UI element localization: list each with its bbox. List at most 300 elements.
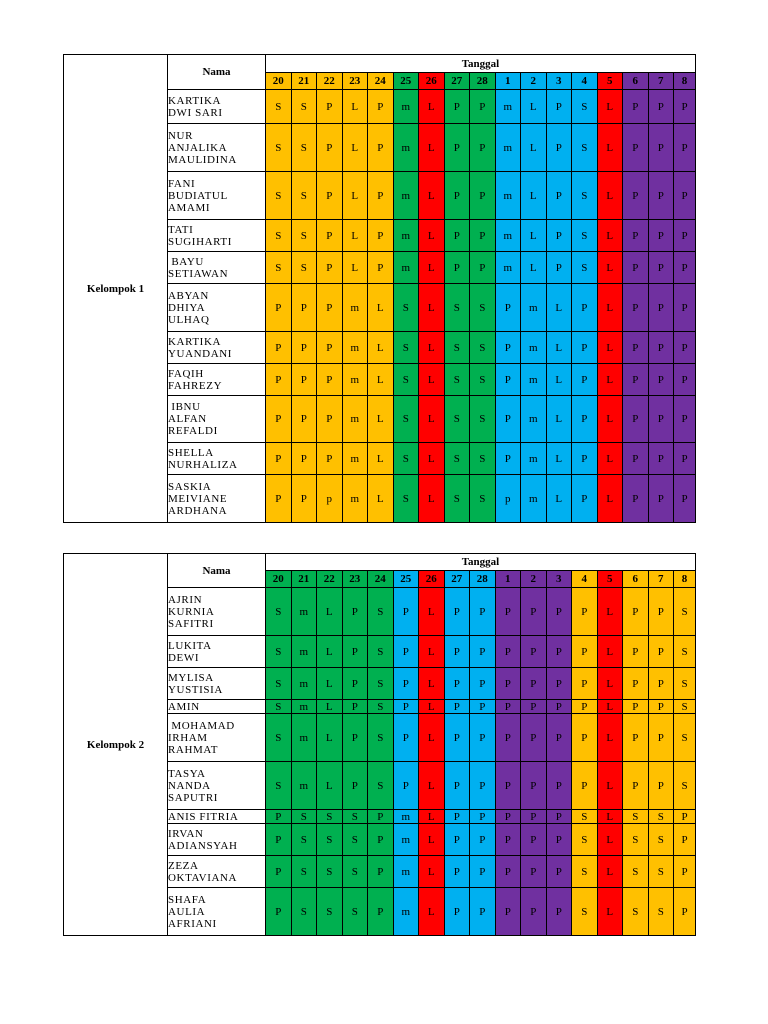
shift-code-cell: P	[648, 636, 674, 668]
shift-code-cell: P	[674, 824, 696, 856]
shift-code-cell: P	[266, 443, 292, 475]
shift-code-cell: S	[368, 714, 394, 762]
shift-code-cell: P	[674, 252, 696, 284]
shift-code-cell: P	[444, 668, 470, 700]
shift-code-cell: P	[444, 124, 470, 172]
shift-code-cell: m	[495, 252, 521, 284]
shift-code-cell: P	[317, 443, 343, 475]
shift-code-cell: L	[317, 700, 343, 714]
date-cell: 4	[572, 73, 598, 90]
shift-code-cell: P	[546, 810, 572, 824]
shift-code-cell: P	[291, 284, 317, 332]
shift-code-cell: P	[546, 714, 572, 762]
shift-code-cell: P	[572, 332, 598, 364]
group-label: Kelompok 2	[64, 554, 168, 936]
shift-code-cell: S	[368, 668, 394, 700]
shift-code-cell: m	[393, 124, 419, 172]
shift-code-cell: P	[648, 443, 674, 475]
shift-code-cell: S	[266, 172, 292, 220]
shift-code-cell: P	[342, 714, 368, 762]
shift-code-cell: S	[623, 888, 649, 936]
shift-code-cell: P	[546, 172, 572, 220]
shift-code-cell: P	[393, 714, 419, 762]
shift-code-cell: L	[368, 443, 394, 475]
shift-code-cell: S	[266, 220, 292, 252]
member-name: TASYA NANDA SAPUTRI	[168, 762, 266, 810]
shift-code-cell: P	[444, 714, 470, 762]
date-cell: 22	[317, 571, 343, 588]
shift-code-cell: L	[317, 636, 343, 668]
shift-code-cell: P	[546, 824, 572, 856]
shift-code-cell: S	[572, 90, 598, 124]
shift-code-cell: L	[317, 588, 343, 636]
shift-code-cell: P	[521, 810, 547, 824]
shift-code-cell: S	[470, 396, 496, 443]
shift-code-cell: S	[648, 856, 674, 888]
shift-code-cell: m	[393, 172, 419, 220]
shift-code-cell: P	[521, 700, 547, 714]
shift-code-cell: m	[393, 90, 419, 124]
member-name: KARTIKA YUANDANI	[168, 332, 266, 364]
shift-code-cell: m	[291, 762, 317, 810]
shift-code-cell: L	[342, 220, 368, 252]
date-cell: 2	[521, 571, 547, 588]
shift-code-cell: L	[419, 824, 445, 856]
shift-code-cell: L	[521, 172, 547, 220]
shift-code-cell: P	[470, 762, 496, 810]
shift-code-cell: m	[393, 220, 419, 252]
shift-code-cell: S	[444, 364, 470, 396]
shift-code-cell: P	[342, 636, 368, 668]
date-cell: 27	[444, 571, 470, 588]
nama-header: Nama	[168, 554, 266, 588]
shift-code-cell: L	[521, 220, 547, 252]
date-cell: 8	[674, 73, 696, 90]
shift-code-cell: S	[444, 284, 470, 332]
shift-code-cell: P	[623, 714, 649, 762]
tanggal-header: Tanggal	[266, 55, 696, 73]
shift-code-cell: L	[597, 762, 623, 810]
shift-code-cell: P	[266, 284, 292, 332]
shift-code-cell: S	[291, 220, 317, 252]
shift-code-cell: L	[419, 220, 445, 252]
shift-code-cell: P	[623, 636, 649, 668]
shift-code-cell: L	[342, 172, 368, 220]
shift-code-cell: S	[623, 824, 649, 856]
shift-code-cell: m	[342, 332, 368, 364]
shift-code-cell: L	[597, 636, 623, 668]
member-name: FAQIH FAHREZY	[168, 364, 266, 396]
shift-code-cell: S	[368, 636, 394, 668]
shift-code-cell: P	[674, 888, 696, 936]
shift-code-cell: S	[291, 856, 317, 888]
shift-code-cell: P	[572, 588, 598, 636]
shift-code-cell: L	[521, 252, 547, 284]
shift-code-cell: P	[648, 284, 674, 332]
shift-code-cell: S	[393, 284, 419, 332]
shift-code-cell: P	[368, 824, 394, 856]
shift-code-cell: m	[393, 252, 419, 284]
shift-code-cell: S	[291, 124, 317, 172]
shift-code-cell: S	[291, 824, 317, 856]
shift-code-cell: S	[444, 396, 470, 443]
shift-code-cell: P	[470, 824, 496, 856]
shift-code-cell: P	[317, 252, 343, 284]
shift-code-cell: P	[521, 714, 547, 762]
shift-code-cell: L	[546, 396, 572, 443]
shift-code-cell: P	[546, 124, 572, 172]
shift-code-cell: L	[521, 124, 547, 172]
shift-code-cell: L	[597, 90, 623, 124]
shift-code-cell: m	[342, 284, 368, 332]
shift-code-cell: m	[495, 90, 521, 124]
shift-code-cell: S	[266, 636, 292, 668]
shift-code-cell: P	[546, 856, 572, 888]
shift-code-cell: P	[572, 396, 598, 443]
shift-code-cell: S	[393, 396, 419, 443]
shift-code-cell: P	[317, 220, 343, 252]
shift-code-cell: P	[444, 856, 470, 888]
shift-code-cell: P	[291, 332, 317, 364]
shift-code-cell: S	[291, 90, 317, 124]
shift-code-cell: P	[648, 332, 674, 364]
shift-code-cell: S	[266, 90, 292, 124]
shift-code-cell: m	[291, 636, 317, 668]
shift-code-cell: P	[546, 588, 572, 636]
shift-code-cell: P	[623, 396, 649, 443]
shift-code-cell: P	[674, 856, 696, 888]
shift-code-cell: P	[674, 475, 696, 523]
member-name: SHELLA NURHALIZA	[168, 443, 266, 475]
shift-code-cell: L	[546, 332, 572, 364]
shift-code-cell: S	[368, 588, 394, 636]
shift-code-cell: P	[444, 220, 470, 252]
shift-code-cell: P	[623, 364, 649, 396]
shift-code-cell: P	[317, 90, 343, 124]
shift-code-cell: P	[470, 90, 496, 124]
date-cell: 26	[419, 73, 445, 90]
shift-code-cell: P	[393, 636, 419, 668]
shift-code-cell: L	[419, 588, 445, 636]
shift-code-cell: L	[597, 396, 623, 443]
member-name: ZEZA OKTAVIANA	[168, 856, 266, 888]
shift-code-cell: P	[368, 856, 394, 888]
shift-code-cell: P	[495, 700, 521, 714]
shift-code-cell: P	[444, 888, 470, 936]
shift-code-cell: P	[521, 762, 547, 810]
shift-code-cell: S	[291, 172, 317, 220]
shift-code-cell: P	[266, 332, 292, 364]
shift-code-cell: L	[419, 856, 445, 888]
shift-code-cell: S	[572, 856, 598, 888]
shift-code-cell: P	[444, 636, 470, 668]
shift-code-cell: P	[470, 888, 496, 936]
member-name: NUR ANJALIKA MAULIDINA	[168, 124, 266, 172]
date-cell: 28	[470, 73, 496, 90]
shift-code-cell: L	[597, 220, 623, 252]
shift-code-cell: P	[674, 364, 696, 396]
shift-code-cell: m	[393, 888, 419, 936]
date-cell: 7	[648, 571, 674, 588]
shift-code-cell: P	[572, 443, 598, 475]
shift-code-cell: P	[623, 588, 649, 636]
shift-code-cell: P	[546, 668, 572, 700]
schedule-table-1	[63, 54, 696, 523]
shift-code-cell: P	[572, 668, 598, 700]
shift-code-cell: L	[597, 588, 623, 636]
member-name: MYLISA YUSTISIA	[168, 668, 266, 700]
date-cell: 4	[572, 571, 598, 588]
shift-code-cell: P	[495, 668, 521, 700]
date-cell: 5	[597, 73, 623, 90]
shift-code-cell: L	[317, 668, 343, 700]
shift-code-cell: P	[623, 443, 649, 475]
shift-code-cell: P	[648, 714, 674, 762]
shift-code-cell: S	[470, 475, 496, 523]
shift-code-cell: P	[495, 810, 521, 824]
member-name: IRVAN ADIANSYAH	[168, 824, 266, 856]
shift-code-cell: m	[342, 364, 368, 396]
shift-code-cell: L	[546, 475, 572, 523]
shift-code-cell: P	[521, 668, 547, 700]
shift-code-cell: S	[266, 668, 292, 700]
shift-code-cell: P	[495, 443, 521, 475]
shift-code-cell: P	[674, 172, 696, 220]
shift-code-cell: P	[266, 888, 292, 936]
shift-code-cell: S	[648, 824, 674, 856]
date-cell: 6	[623, 73, 649, 90]
shift-code-cell: L	[597, 700, 623, 714]
shift-code-cell: P	[572, 364, 598, 396]
shift-code-cell: L	[597, 668, 623, 700]
date-cell: 1	[495, 571, 521, 588]
shift-code-cell: P	[368, 220, 394, 252]
shift-code-cell: P	[495, 364, 521, 396]
shift-code-cell: m	[291, 668, 317, 700]
date-cell: 8	[674, 571, 696, 588]
shift-code-cell: P	[521, 636, 547, 668]
shift-code-cell: m	[342, 475, 368, 523]
member-name: SASKIA MEIVIANE ARDHANA	[168, 475, 266, 523]
shift-code-cell: S	[444, 443, 470, 475]
date-cell: 23	[342, 73, 368, 90]
shift-code-cell: P	[393, 762, 419, 810]
shift-code-cell: L	[419, 396, 445, 443]
shift-code-cell: P	[393, 700, 419, 714]
shift-code-cell: m	[521, 332, 547, 364]
shift-code-cell: L	[419, 636, 445, 668]
shift-code-cell: P	[623, 284, 649, 332]
shift-code-cell: S	[444, 332, 470, 364]
member-name: AMIN	[168, 700, 266, 714]
date-cell: 21	[291, 73, 317, 90]
shift-code-cell: P	[470, 636, 496, 668]
shift-code-cell: P	[495, 714, 521, 762]
shift-code-cell: P	[342, 762, 368, 810]
shift-code-cell: P	[317, 332, 343, 364]
shift-code-cell: S	[342, 824, 368, 856]
shift-code-cell: S	[674, 668, 696, 700]
shift-code-cell: P	[572, 475, 598, 523]
shift-code-cell: L	[546, 443, 572, 475]
shift-code-cell: P	[521, 588, 547, 636]
shift-code-cell: P	[291, 364, 317, 396]
shift-code-cell: P	[572, 714, 598, 762]
shift-code-cell: S	[674, 714, 696, 762]
shift-code-cell: S	[317, 810, 343, 824]
date-cell: 20	[266, 73, 292, 90]
member-name: AJRIN KURNIA SAFITRI	[168, 588, 266, 636]
shift-code-cell: S	[266, 124, 292, 172]
shift-code-cell: L	[597, 284, 623, 332]
shift-code-cell: P	[546, 888, 572, 936]
shift-code-cell: P	[291, 396, 317, 443]
date-cell: 21	[291, 571, 317, 588]
date-cell: 5	[597, 571, 623, 588]
shift-code-cell: S	[368, 762, 394, 810]
shift-code-cell: L	[419, 443, 445, 475]
shift-code-cell: S	[291, 888, 317, 936]
date-cell: 3	[546, 73, 572, 90]
tanggal-header: Tanggal	[266, 554, 696, 571]
shift-code-cell: P	[674, 284, 696, 332]
date-cell: 6	[623, 571, 649, 588]
shift-code-cell: P	[470, 668, 496, 700]
shift-code-cell: P	[444, 172, 470, 220]
shift-code-cell: m	[495, 172, 521, 220]
shift-code-cell: m	[291, 700, 317, 714]
shift-code-cell: m	[393, 824, 419, 856]
shift-code-cell: P	[648, 588, 674, 636]
shift-code-cell: P	[572, 284, 598, 332]
shift-code-cell: S	[674, 636, 696, 668]
shift-code-cell: P	[291, 475, 317, 523]
shift-code-cell: S	[674, 700, 696, 714]
shift-code-cell: S	[648, 810, 674, 824]
shift-code-cell: L	[368, 364, 394, 396]
date-cell: 26	[419, 571, 445, 588]
shift-code-cell: L	[317, 762, 343, 810]
date-cell: 28	[470, 571, 496, 588]
shift-code-cell: S	[393, 443, 419, 475]
shift-code-cell: P	[495, 332, 521, 364]
member-name: IBNU ALFAN REFALDI	[168, 396, 266, 443]
member-name: FANI BUDIATUL AMAMI	[168, 172, 266, 220]
shift-code-cell: P	[368, 90, 394, 124]
shift-code-cell: P	[623, 252, 649, 284]
shift-code-cell: L	[368, 284, 394, 332]
shift-code-cell: L	[597, 475, 623, 523]
shift-code-cell: S	[623, 856, 649, 888]
shift-code-cell: S	[368, 700, 394, 714]
shift-code-cell: P	[317, 364, 343, 396]
member-name: SHAFA AULIA AFRIANI	[168, 888, 266, 936]
shift-code-cell: P	[470, 124, 496, 172]
shift-code-cell: L	[419, 762, 445, 810]
shift-code-cell: P	[495, 824, 521, 856]
shift-code-cell: m	[291, 714, 317, 762]
shift-code-cell: P	[648, 475, 674, 523]
shift-code-cell: S	[393, 332, 419, 364]
date-cell: 20	[266, 571, 292, 588]
shift-code-cell: p	[317, 475, 343, 523]
shift-code-cell: P	[317, 396, 343, 443]
date-cell: 27	[444, 73, 470, 90]
shift-code-cell: P	[495, 762, 521, 810]
shift-code-cell: P	[648, 762, 674, 810]
shift-code-cell: P	[546, 636, 572, 668]
shift-code-cell: m	[342, 443, 368, 475]
header-row	[64, 554, 696, 571]
shift-code-cell: S	[266, 252, 292, 284]
shift-code-cell: L	[597, 714, 623, 762]
shift-code-cell: P	[342, 668, 368, 700]
date-cell: 2	[521, 73, 547, 90]
shift-code-cell: S	[342, 888, 368, 936]
shift-code-cell: S	[470, 443, 496, 475]
shift-code-cell: P	[648, 90, 674, 124]
shift-code-cell: S	[470, 364, 496, 396]
shift-code-cell: L	[419, 124, 445, 172]
shift-code-cell: L	[419, 172, 445, 220]
shift-code-cell: P	[470, 700, 496, 714]
shift-code-cell: L	[419, 714, 445, 762]
shift-code-cell: S	[623, 810, 649, 824]
date-cell: 1	[495, 73, 521, 90]
shift-code-cell: P	[495, 284, 521, 332]
date-cell: 22	[317, 73, 343, 90]
shift-code-cell: L	[597, 252, 623, 284]
shift-code-cell: P	[623, 124, 649, 172]
shift-code-cell: P	[648, 172, 674, 220]
date-cell: 24	[368, 571, 394, 588]
shift-code-cell: L	[419, 700, 445, 714]
shift-code-cell: S	[470, 284, 496, 332]
shift-code-cell: L	[597, 443, 623, 475]
shift-code-cell: S	[317, 888, 343, 936]
group-label: Kelompok 1	[64, 55, 168, 523]
shift-code-cell: P	[674, 396, 696, 443]
shift-code-cell: S	[444, 475, 470, 523]
shift-code-cell: L	[419, 475, 445, 523]
shift-code-cell: P	[674, 332, 696, 364]
shift-code-cell: P	[444, 824, 470, 856]
shift-code-cell: L	[597, 124, 623, 172]
shift-code-cell: P	[546, 90, 572, 124]
shift-code-cell: P	[470, 252, 496, 284]
shift-code-cell: P	[470, 810, 496, 824]
shift-code-cell: P	[470, 588, 496, 636]
shift-code-cell: m	[521, 364, 547, 396]
shift-code-cell: P	[266, 824, 292, 856]
shift-code-cell: P	[266, 396, 292, 443]
shift-code-cell: S	[266, 714, 292, 762]
shift-code-cell: P	[623, 332, 649, 364]
shift-code-cell: S	[572, 252, 598, 284]
shift-code-cell: m	[495, 124, 521, 172]
shift-code-cell: P	[444, 90, 470, 124]
shift-code-cell: S	[342, 856, 368, 888]
shift-code-cell: P	[393, 668, 419, 700]
shift-code-cell: S	[266, 762, 292, 810]
shift-code-cell: L	[419, 90, 445, 124]
shift-code-cell: S	[674, 588, 696, 636]
shift-code-cell: S	[393, 475, 419, 523]
shift-code-cell: P	[674, 90, 696, 124]
shift-code-cell: P	[623, 475, 649, 523]
shift-code-cell: m	[291, 588, 317, 636]
shift-code-cell: P	[444, 762, 470, 810]
